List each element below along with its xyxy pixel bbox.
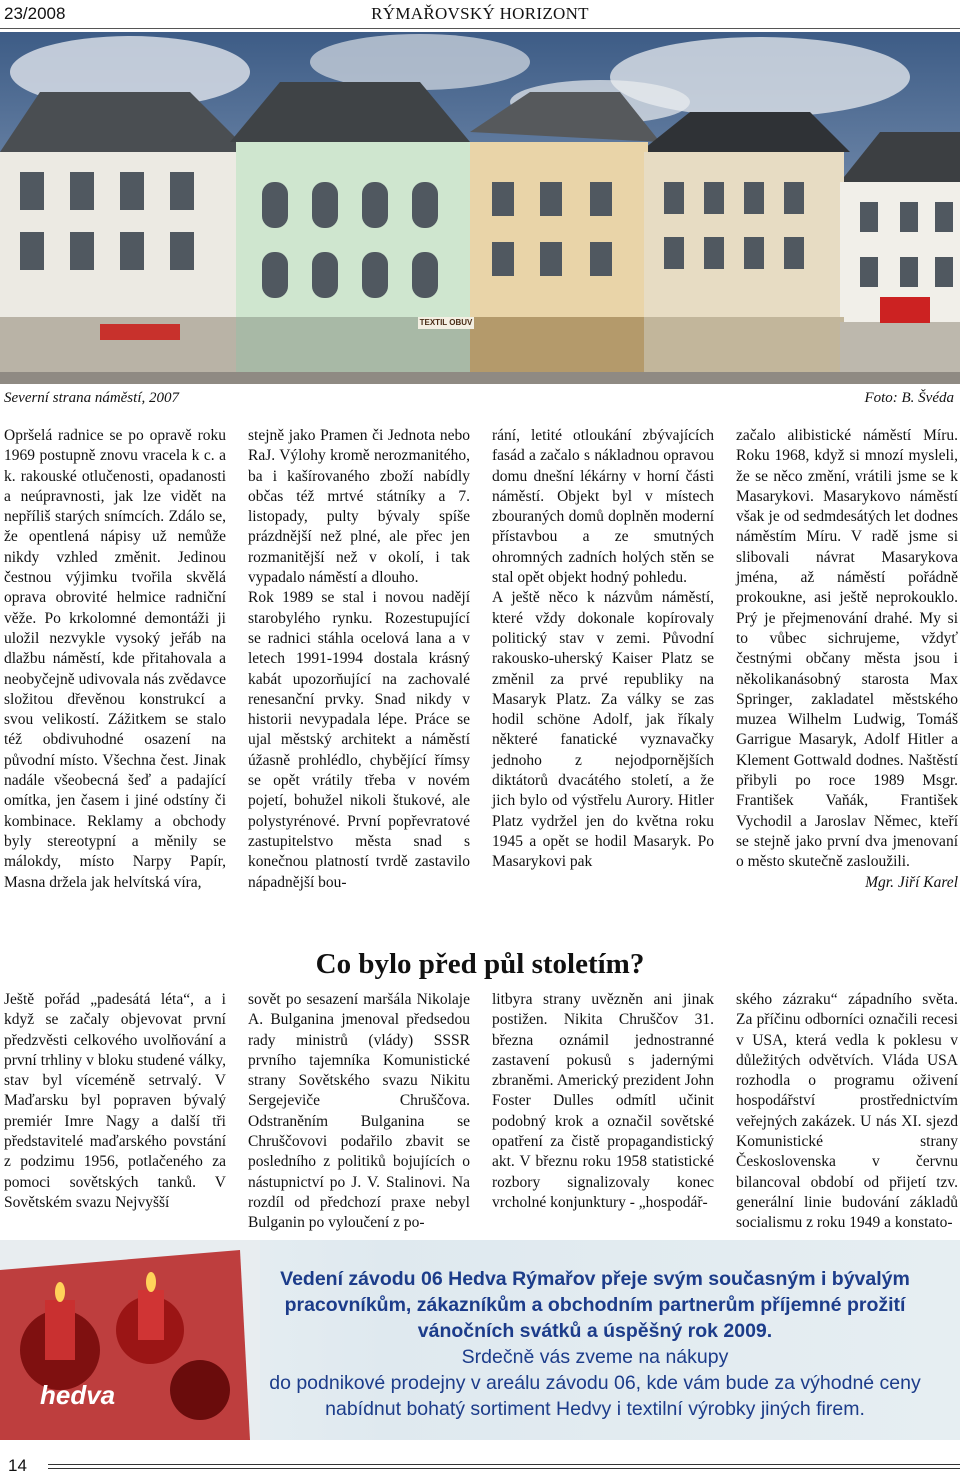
article2-col2-text: sovět po sesazení maršála Nikolaje A. Bulganina jmenoval předsedou rady ministrů (vlády) SSSR prvního tajemníka Komunistické strany Sovětského svazu Nikitu Sergejeviče Chruščova. Odstraněním Bulganina se Chruščovovi podařilo zbavit se posledního z politiků bojujících o nástupnictví po J. V. Stalinovi. Na rozdíl od předchozí praxe nebyl Bulganin po vyloučení z po- (248, 991, 470, 1232)
photo-caption: Severní strana náměstí, 2007 (4, 390, 179, 406)
page-number: 14 (8, 1456, 27, 1475)
article1-column-4 (736, 426, 958, 893)
article1-signature: Mgr. Jiří Karel (865, 873, 958, 891)
candles-decoration (0, 1240, 260, 1440)
article1-col2-para2: Rok 1989 se stal i novou nadějí starobylého rynku. Rozestupující se radnici stáhla ocelová lana a v letech 1991-1994 dostala krásný kabát upozorňující na zachovalé renesanční prvky. Snad nikdy v historii nevypadala lépe. Práce se ujal městský architekt a náměstí úžasně prohlédlo, chybějící římsy se opět vrátily třeba v novém pojetí, bohužel nikoli štukové, ale polystyrénové. První popřevratové zastupitelstvo města snad s konečnou platností tvrdě zastavilo nápadnější bou- (248, 589, 470, 891)
ad-line-1: Vedení závodu 06 Hedva Rýmařov přeje svým současným i bývalým (280, 1268, 910, 1290)
ad-line-4: Srdečně vás zveme na nákupy (461, 1346, 729, 1368)
header-rule (0, 28, 960, 29)
article1-col1-text: Opršelá radnice se po opravě roku 1969 postupně znovu vracela k c. a k. rakouské otlučenosti, opadanosti a neúpravnosti, jak lze vidět na nepříliš starých snímcích. Zdálo se, že opentlená nápisy už nemůže nikdy vzhled změnit. Jedinou čestnou výjimku tvořila skvělá oprava obrovité helmice radniční věže. Po krkolomné demontáži ji uložil nezvykle vysoký jeřáb na dlažbu náměstí, kde přitahovala a neobyčejně udivovala nás zvědavce složitou dřevěnou konstrukcí a svou velikostí. Zážitkem se stalo též obdivuhodné osazení na původní místo. Všechna čest. Jinak nadále všeobecná šeď a padající omítka, jen časem i jiné odstíny či kombinace. Reklamy a obchody byly stereotypní a měnily se málokdy, místo Narpy Papír, Masna držela jak helvítská víra, (4, 427, 226, 891)
article1-col2-para1: stejně jako Pramen či Jednota nebo RaJ. Výlohy kromě nerozmanitého, ba i kašírovaného zboží nabídly občas též mrtvé státníky a 7. listopady, pulty bývaly spíše prázdnější než plné, ale přec jen rozmanitější než v okolí, i tak vypadalo náměstí a dlouho. (248, 427, 470, 587)
article1-column-1 (4, 426, 226, 893)
article1-col3-para2: A ještě něco k názvům náměstí, které vždy dokonale kopírovaly politický stav v zemi. Původní rakousko-uherský Kaiser Platz se změnil za prvé republiky na Masaryk Platz. Za války se zas hodil schöne Adolf, jak říkaly některé fanatické vyznavačky jednoho z nejodpornějších diktátorů dvacátého století, a že jich bylo od výstřelu Aurory. Hitler Platz vydržel jen do května roku 1945 a opět se hodil Masaryk. Po Masarykovi pak (492, 589, 714, 871)
page-header (0, 0, 960, 30)
footer-rule (48, 1464, 960, 1465)
town-square-photo (0, 32, 960, 384)
footer-rule-secondary (48, 1468, 960, 1469)
article1-col3-para1: rání, letité otloukání zbývajících fasád a začalo s nákladnou opravou domu dnešní lékárny v horní části náměstí. Objekt byl v místech zbouraných domů doplněn moderní přístavbou a ze smutných ohromných zadních holých stěn se stal opět objekt hodný pohledu. (492, 427, 714, 587)
hedva-advertisement (0, 1240, 960, 1440)
article2-col1-text: Ještě pořád „padesátá léta“, a i když se začaly objevovat první předzvěsti celkového uvolňování a první trhliny v bloku studené války, stav byl víceméně setrvalý. V Maďarsku byl popraven bývalý premiér Imre Nagy a další tři představitelé maďarského povstání z podzimu 1956, potlačeného za pomoci sovětských tanků. V Sovětském svazu Nejvyšší (4, 991, 226, 1211)
ad-line-6: nabídnut bohatý sortiment Hedvy i textilní výrobky jiných firem. (325, 1398, 865, 1420)
article1-col4-body: začalo alibistické náměstí Míru. Roku 1968, když si mnozí mysleli, že se něco změní, vrátili jsme se k Masarykovi. Masarykovo náměstí však je od sedmdesátých let dodnes náměstím Míru. V radě jsme si slibovali návrat Masarykova jména, až náměstí pořádně prokoukne, asi ještě neprokouklo. Prý je přejmenování drahé. My si to vůbec sichrujeme, vždyť čestnými občany města jsou i několikanásobný starosta Max Springer, zakladatel městského muzea Wilhelm Ludwig, Tomáš Garrigue Masaryk, Adolf Hitler a Klement Gottwald dodnes. Naštěstí přibyli po roce 1989 Msgr. František Vaňák, František Vychodil a Jaroslav Němec, kteří se stejně jako první dva jmenovaní o město skutečně zasloužili. (736, 427, 958, 871)
article2-column-3 (492, 990, 714, 1213)
ad-text (250, 1266, 940, 1422)
article1-column-3 (492, 426, 714, 873)
publication-title: RÝMAŘOVSKÝ HORIZONT (371, 4, 589, 23)
article2-headline: Co bylo před půl stoletím? (315, 948, 645, 980)
article1-col4-text (736, 426, 958, 891)
article2-column-2 (248, 990, 470, 1234)
photo-credit: Foto: B. Švéda (864, 390, 954, 406)
article2-col3-text: litbyra strany uvězněn ani jinak postižen. Nikita Chruščov 31. března oznámil jednostranné zastavení pokusů s jadernými zbraněmi. Americký prezident John Foster Dulles odmítl učinit podobný krok a označil sovětské opatření za čistě propagandistický akt. V březnu roku 1958 statistické rozbory signalizovaly konec vrcholné konjunktury - „hospodář- (492, 991, 714, 1211)
ad-line-3: vánočních svátků a úspěšný rok 2009. (417, 1320, 773, 1342)
article2-column-1 (4, 990, 226, 1213)
issue-number: 23/2008 (4, 4, 66, 23)
shop-sign: TEXTIL OBUV (419, 318, 473, 327)
ad-line-2: pracovníkům, zákazníkům a obchodním partnerům příjemné prožití (284, 1294, 906, 1316)
article2-column-4 (736, 990, 958, 1234)
hedva-logo: hedva (40, 1380, 116, 1410)
ad-line-5: do podnikové prodejny v areálu závodu 06, kde vám bude za výhodné ceny (269, 1372, 921, 1394)
article2-col4-text: ského zázraku“ západního světa. Za příčinu odborníci označili recesi v USA, která vedla k poklesu v důležitých odvětvích. Vláda USA rozhodla o programu oživení hospodářství prostřednictvím veřejných zakázek. U nás XI. sjezd Komunistické strany Československa v červnu bilancoval období od přijetí tzv. generální linie budování základů socialismu z roku 1949 a konstato- (736, 991, 958, 1232)
article1-column-2 (248, 426, 470, 893)
